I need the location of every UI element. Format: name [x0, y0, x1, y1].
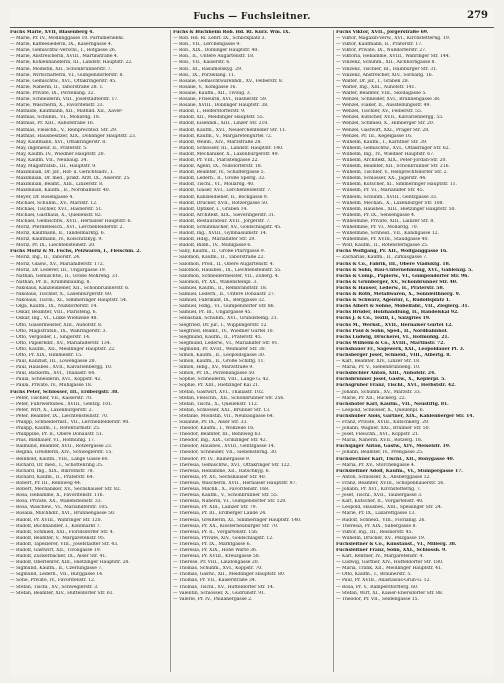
directory-entry: — Theresia, Milchh., X., Favoritenstr. 168.	[173, 487, 270, 493]
directory-entry: — Wenzel, Tischler, XV., Felberstr. 55.	[336, 109, 423, 115]
directory-entry: Fuchsjäger Anton, Gastw., XIV., Meiselstr. 19.	[336, 444, 451, 450]
directory-entry: Fuchs Peter, Schlosser, III., Erdbergstr. 38.	[10, 389, 119, 395]
directory-entry: — Maximilian, Beamt., XIII., Linzerstr. 8.	[10, 182, 104, 188]
directory-entry: — Siegmund, Kaufm., II., Praterstr. 45.	[173, 334, 262, 340]
directory-entry: — Rudolf, Kanzleidiener, II., Bockgasse 9.	[173, 194, 269, 200]
directory-entry: — Rosa, Pr. V., Ramperstorfferg. 60.	[336, 584, 419, 590]
directory-entry: — Samuel, Kaufm., II., Rembrandtstr. 18.	[173, 285, 268, 291]
directory-entry: — Rudolf, Gastwirt, XII., Tivoligasse 19.	[10, 547, 102, 553]
directory-entry: Fuchsberger Josef, Schneid., VIII., Albertg. 8.	[336, 352, 451, 358]
directory-entry: — Viktor, Private, IX., Nußdorferstr. 27.	[336, 48, 427, 54]
directory-entry: — Theresia, Pr. II., Vorgartenstr. 156.	[173, 529, 259, 535]
directory-entry: — Samuel, Pr. III., Ungargasse 45.	[173, 310, 252, 316]
directory-entry: — Samuel, Hdlg., VI., Gumpendorfer Str. 86.	[173, 304, 275, 310]
directory-entry: — Salomon, Prod., II., Obere Augartenstr. 4.	[173, 261, 275, 267]
directory-entry: Fuchs J. & Co., Textil, I., Salzgries 19.	[336, 316, 431, 322]
header-rule	[10, 27, 494, 28]
directory-entry: — Sigmund, Lederh., VII., Burggasse 14.	[10, 572, 104, 578]
directory-entry: — Rosa, Private, XX., Wallensteinstr. 33.	[10, 499, 102, 505]
column-right	[336, 30, 494, 674]
directory-entry: — Maria, Trafik, XII., Meidlinger Hauptstr. 41.	[336, 566, 443, 572]
directory-entry: — Sebastian, Schuhm., XVI., Grundsteing. 21.	[173, 316, 279, 322]
directory-entry: — Rosalie, Gemischtwarenhdl., XV., Felberstr. 8.	[173, 78, 284, 84]
directory-entry: — Rudolf, Weinh., XIV., Märzstraße 28.	[173, 139, 262, 145]
directory-entry: — Michael, Gasthaus, X., Quellenstr. 82.	[10, 212, 102, 218]
directory-entry: — Rudolf, Bildh., IV., Mühlgasse 6.	[173, 243, 252, 249]
directory-entry: — Anton, Schlosser, X., Absberggasse 12.	[336, 474, 431, 480]
directory-entry: — Moriz, Dr. Lederer, III., Ungargasse 19.	[10, 267, 107, 273]
directory-entry: — Marie, Modistin, XII., Schönbrunnerstr. 7.	[10, 66, 112, 72]
directory-entry: Fuchshofer Karl, Kaufm., VII., Neustiftg. 81.	[336, 401, 449, 407]
directory-entry: — Wilhelmine, Schneid., VII., Kandlgasse 12.	[336, 231, 439, 237]
directory-entry: — Reinhold, Kaufm., VIII., Lange Gasse 60.	[10, 456, 109, 462]
directory-entry: — Moriz, Kaufmann, IV., Kolschitzkyg. 9.	[10, 237, 103, 243]
directory-entry: — Sophie, Schneiderin, VIII., Lange G. 42.	[173, 377, 270, 383]
directory-entry: — Simon, Kaufm., II., Leopoldsgasse 30.	[173, 352, 266, 358]
directory-entry: — Karl, Rentner, IV., Margaretenstr. 4.	[336, 554, 424, 560]
directory-entry: — Wilhelm, Schlosser, XX., Jägerstr. 44.	[336, 176, 427, 182]
directory-entry: — Vinzenz, Anstreicher, XIV., Sorbaitg. 16.	[336, 72, 433, 78]
directory-entry: — Richard, Kaufm., II., Praterstr. 64.	[10, 474, 94, 480]
directory-entry: — Maria, Näherin, XVII., Rötzerg. 18.	[336, 438, 423, 444]
directory-entry: — Marie, Kaffeesiederin, IX., Kaserngasse 4.	[10, 42, 113, 48]
directory-entry: — Peter, Tischler, VII., Kaiserstr. 70.	[10, 395, 93, 401]
directory-entry: — Wenzel, Schneider, XVI., Brunnengasse 38.	[336, 97, 441, 103]
directory-entry: — Rob. Hd. Ri. Lehrf. IX., Schlickplatz 3.	[173, 36, 266, 42]
directory-entry: — Walter, Beamter, VIII., Skodagasse 5.	[336, 90, 427, 96]
directory-entry: Fuchshuber Alois, Gärtner, XIX., Kahlenberger Str. 14.	[336, 413, 474, 419]
directory-entry: — Wenzel, Fiaker, II., Ausstellungsstr. 49.	[336, 103, 431, 109]
directory-entry: — Wilhelm, Beamter, XII., Schönbrunner Str. 216.	[336, 164, 450, 170]
directory-entry: — Theresia, Pr. IX., Marktgasse 6.	[173, 541, 251, 547]
directory-entry: — Valerie, Pr. IV., Paulanergasse 2.	[173, 596, 253, 602]
directory-entry: — Theresia, Pr. XVIII., Kreuzgasse 58.	[173, 554, 261, 560]
directory-entry: — Mathilde, Kaufmann, XII., Mathild. XII., Xaver-	[10, 109, 123, 115]
directory-entry: — Wilhelm, Ing., IV., Wiedner Hauptstr. 67.	[336, 151, 435, 157]
directory-entry: — Samuel, Fabrikant, IX., Berggasse 32.	[173, 298, 266, 304]
directory-entry: Fuchslechner Karl, Tischl., XII., Bonygasse 40.	[336, 456, 455, 462]
directory-entry: — Viktor, Magazin-Verw., XVI., Kirchstetterng. 19.	[336, 36, 451, 42]
directory-entry: — Wilhelm, Schuhm., XVIII., Gentzgasse 33.	[336, 194, 438, 200]
directory-entry: — Moriz, Ing., II., Taborstr. 24.	[10, 255, 81, 261]
directory-entry: — Sigmund, Kaufm., II., Czerningasse 7.	[10, 566, 103, 572]
directory-entry: — Thomas, Pr. VII., Kaiserstraße 34.	[173, 578, 257, 584]
page-header	[10, 8, 494, 28]
directory-entry: — Rudolf, Tischl., VI., Mollardg. 40.	[173, 182, 255, 188]
directory-entry: — Josef, Fleischh., XVI., Koppstr. 21.	[336, 432, 420, 438]
directory-entry: — Regina, Greißlerin, XIV., Schweglerstr. 15.	[10, 450, 113, 456]
directory-entry: — Rudolf, Schlosser, III., Landstr. Hauptstr. 140.	[173, 145, 284, 151]
directory-entry: Fuchs Brüder, Holzhandlung, II., Handelskai 92.	[336, 310, 459, 316]
directory-entry: — Rudolf, Oberlehrer, XIII., Hietzinger Hauptstr. 28.	[10, 560, 130, 566]
directory-entry: — Vinzenz, Tischler, III., Hainburger Str. 31.	[336, 66, 438, 72]
directory-entry: Fuchsbrunner Josef, Gastw., X., Keplerpl. 5.	[336, 377, 446, 383]
directory-entry: Fuchs M., Werkst., XVII., Hernalser Gürtel 12.	[336, 322, 453, 328]
directory-entry: — Peter, Beamter, IX., Liechtensteinstr. 70.	[10, 413, 109, 419]
directory-entry: — Theresia, Private, XIV., Goldschlagstr. 12.	[173, 535, 274, 541]
directory-entry: — Oskar, Beamter, VIII., Piaristeng. 6.	[10, 310, 97, 316]
directory-entry: Fuchs & Grünberger, XV., Schönbrunner Str. 40.	[336, 279, 458, 285]
directory-entry: — Marie, Kohlenhändlerin, III., Landstr. Hauptstr. 22.	[10, 60, 133, 66]
directory-entry: — Marie, Anstreicherin, XVIII., Martinstraße 4.	[10, 54, 119, 60]
directory-entry: — Philipp, Schneidermst., VII., Lerchenfelderstr. 90.	[10, 420, 130, 425]
directory-entry: — Otto, Vergolder, I., Singerstr. 14.	[10, 334, 91, 340]
directory-entry: — Johann, Schuhm., XV., Märzstr. 33.	[336, 389, 422, 395]
directory-entry: — Karl, Beamter, XIV., Linzer Str. 18.	[336, 359, 421, 365]
directory-entry: — Stefan, Tischl., XV., Schweglerstr. 3.	[10, 584, 99, 590]
directory-entry: — Siegmund, Lederw., VI., Mariahilfer Str. 91.	[173, 340, 279, 346]
running-head: Fuchs — Fuchsleitner.	[193, 12, 311, 22]
directory-page	[10, 8, 494, 676]
directory-entry: — Mathias, Fleischh., V., Reinprechtsd. Str. 29.	[10, 127, 118, 133]
directory-entry: — Theresia, Pr. XIX., Silbergasse 8.	[336, 523, 417, 529]
directory-entry: — Rudolf, Schmied, XXI., Floridsdorfer Str. 4.	[10, 529, 114, 535]
directory-entry: — Mathias, Hausbesitzer, XIX., Döblinger Hauptstr. 23.	[10, 133, 137, 139]
directory-entry: — Stefan, Beamter, XIV., Hütteldorfer Str. 61.	[10, 590, 114, 596]
directory-entry: — Stefan, Tischl., X., Quellenstr. 112.	[173, 401, 259, 407]
directory-entry: — Wilhelm, Hausbes., XIII., Hietzinger Hauptstr. 50.	[336, 206, 456, 212]
directory-entry: — May, ingenieur, II., Praterstr. 5.	[10, 145, 88, 151]
directory-entry: — Sophie, Pr. XIII., Hietzinger Kai 21.	[173, 383, 260, 389]
directory-entry: — Rudolf, Architekt, XIX., Sieveringerstr. 31.	[173, 212, 276, 218]
directory-entry: — Wilhelm, Drucker, XV., Pelzgasse 19.	[336, 535, 426, 541]
directory-entry: Fuchs & Buchheim Rob. Hd. Ri. Kurz. Wm. IX.	[173, 30, 291, 35]
directory-entry: — Zacharias, Kaufm., II., Zirkusgasse 7.	[336, 255, 428, 261]
directory-entry: — Philipp, Kaufm., I., Rotenturmstr. 25.	[10, 426, 101, 432]
directory-entry: — Maximilian, Dr. jur., Hof- u. Gerichtsadv., I.	[10, 170, 114, 176]
directory-entry: — Richard, Ing., XIX., Billrothstr. 78.	[10, 468, 94, 474]
directory-entry: — Walter, Dr. jur., I., Graben 28.	[336, 78, 409, 84]
directory-entry: Fuchs & Hauser, Lederw., II., Praterstr. 58.	[336, 285, 445, 291]
directory-entry: — Wilhelm, Kaufm., I., Kärntner Str. 39.	[336, 139, 428, 145]
directory-entry: — Rudolf, Pr. VIII., Piaristengasse 22.	[173, 157, 259, 163]
directory-entry: — Mathias, Schuhm., VI., Mollardg. 18.	[10, 115, 101, 121]
directory-entry: Fuchs Viktor, XVII., Jörgerstraße 69.	[336, 30, 429, 35]
directory-entry: — Rudolf, I., Helferstorferstr. 9.	[173, 109, 246, 115]
directory-entry: — Theodor, Pr. VII., Seidengasse 15.	[336, 596, 419, 602]
directory-entry: — Nikolaus, Tischler, X., Laxenburgerstr. 60.	[10, 292, 113, 298]
directory-entry: — Vinzenz, Schuhm., XII., Aichhorngasse 8.	[336, 60, 436, 66]
directory-entry: — Rudolf, Schuhmacher, XV., Goldschlagstr. 45.	[173, 225, 282, 230]
directory-entry: — Moriz, Pferdefleisch., XVI., Lerchenfelderstr. 2.	[10, 225, 124, 230]
directory-entry: — May, Kaufm. IV., Wiedner Hauptstr. 20.	[10, 151, 105, 157]
directory-entry: — Rudolf, Glaser, XVI., Lerchenfelderstr. 7.	[173, 188, 272, 194]
directory-entry: Fuchs & Comp., Papierw., VI., Gumpendorfer Str. 96.	[336, 273, 469, 279]
directory-entry: — Viktoria, Hebamme, XVIII., Währinger Str. 144.	[336, 54, 451, 60]
directory-entry: — May, Magistratsb., III., Hauptstr. 9.	[10, 164, 97, 170]
directory-entry: — Stefan, Fleischh., XII., Schönbrunner Str. 256.	[173, 395, 285, 401]
directory-entry: — Viktor, Ing., III., Reisnerstr. 45.	[336, 529, 413, 535]
directory-entry: — Wilhelmine, Pr. VI., Mollardg. 70.	[336, 225, 419, 230]
directory-entry: — Marie, Pr. IV., Mödlinggasse 10. Parfumeriebhl.	[10, 36, 125, 42]
directory-entry: — Theresia, Hebamme, XII., Ratschkyg. 6.	[173, 468, 270, 474]
directory-entry: — Rob., XIX., Döblinger Hauptstr. 40.	[173, 48, 259, 54]
column-divider	[333, 30, 334, 672]
directory-entry: — Rosalie, XVIII., Döblinger Hauptstr. 38.	[173, 103, 269, 109]
directory-entry: — Rudolf, Eisenhdl., XIII., Linzer Str. 210.	[173, 121, 269, 127]
directory-entry: — May, Kaufmann, XVI., Ottakringerstr. 8.	[10, 139, 107, 145]
directory-entry: — Otto, Kaufm., I., Bräunerstr. 5.	[336, 572, 412, 578]
directory-entry: — Nikolaus, Tischl., XI., Simmeringer Hauptstr. 54.	[10, 298, 128, 304]
directory-entry: — Simon, Hdlg., XV., Märzstraße 9.	[173, 365, 254, 371]
directory-entry: — Marie, Wirtschafterin, VI., Gumpendorferstr. 8.	[10, 72, 124, 78]
directory-entry: — Rudolf, Kaufm., V., Margaretengürtel 72.	[173, 133, 273, 139]
directory-entry: — Paul, Kanzlist, III., Löwengasse 28.	[10, 359, 96, 365]
directory-entry: — Wilhelmine, Private, XIII., Lainzer Str. 8.	[336, 218, 435, 224]
directory-entry: — Theodor, Schneider, VII., Siebensterng. 30.	[173, 450, 278, 456]
directory-entry: — Rudolf, Kaufm., XVI., Neulerchenfelder Str. 11.	[173, 127, 287, 133]
directory-entry: — Thomas, Gastw., XII., Meidlinger Hauptstr. 80.	[173, 572, 286, 578]
directory-entry: — Marie, Wäscherin, X., Favoritenstr. 33.	[10, 103, 104, 109]
directory-entry: — Otto, Papierhdlr., XV., Mariahilferstr. 134.	[10, 340, 111, 346]
directory-entry: — Wolf, Kaufm., II., Rotensterngasse 25.	[336, 243, 429, 249]
directory-entry: — Rudolf, Hdlg., Mariahilfer Str. 29.	[173, 237, 256, 243]
directory-entry: — Theresia, Kaufm., V., Schönbrunner Str. 55.	[173, 493, 279, 499]
directory-entry: — Maximilian, Dr. med., prakt. Arzt, IX., Alserstr. 25.	[10, 176, 131, 182]
directory-entry: — Viktor, Kaufmann, II., Praterstr. 17.	[336, 42, 423, 48]
directory-entry: — Thomas, Tischl., XV., Hütteldorfer Str. 14.	[173, 584, 275, 590]
directory-entry: — Michael, Tischler, XVI., Hasnerstr. 51.	[10, 206, 103, 212]
directory-entry: — Otto, Glasermeister, XIII., Auhofstr. 8.	[10, 322, 103, 328]
directory-entry: — Wilhelmine, Pr. XVIII., Staudgasse 40.	[336, 237, 429, 243]
page-number: 279	[467, 10, 488, 21]
directory-entry: — Siegfried, Dr. jur., I., Wipplingerstr. 12.	[173, 322, 268, 328]
directory-entry: — Stefan, Wirt, XI., Kaiser-Ebersdorfer Str. 88.	[336, 590, 444, 596]
directory-entry: — Paula, Schneiderin, XVI., Koppstr. 42.	[10, 377, 102, 383]
directory-entry: — Simon, Pr. IX., Porzellangasse 50.	[173, 371, 256, 377]
directory-entry: — Josef, Tischl., XVII., Taubergasse 3.	[336, 493, 423, 499]
directory-entry: — Robert, Mechaniker, XV., Sechshauser Str. 82.	[10, 487, 122, 493]
directory-entry: — Theodor, Kaufm., I., Wollzeile 16.	[173, 426, 255, 432]
directory-entry: Fuchsgruber Franz, Tischl., XVI., Herbststr. 42.	[336, 383, 456, 389]
directory-entry: — Richard, Dr. med., I., Schottenring 35.	[10, 462, 104, 468]
directory-entry: — Moriz, Pr. IX., Liechtensteinstr. 20.	[10, 243, 96, 249]
directory-entry: Fuchsleitner Franz, Sohn, XXI., Schlossh. 9.	[336, 547, 447, 553]
directory-entry: — Sally, Kaufm., II., Große Pfarrgasse 9.	[173, 249, 266, 255]
directory-entry: Fuchs & Co., Fabrik, III., Obere Viaduktg. 18.	[336, 261, 451, 267]
directory-entry: — Maria, Pr. XV., Storchengasse 4.	[336, 462, 416, 468]
directory-entry: — Meyer, Dr. Rosengasse 4.	[10, 194, 74, 200]
directory-entry: — Rudolf, Mechaniker, X., Laxenburgerstr. 49.	[173, 151, 279, 157]
directory-entry: — Rudolf, Schneid., VIII., Florianig. 26.	[336, 517, 426, 523]
directory-entry: — Raimund, Beamter, XVII., Rötzergasse 23.	[10, 444, 113, 450]
directory-entry: — Rudolf, Buchhändler, I., Kohlmarkt 7.	[10, 523, 101, 529]
directory-entry: — Theodor, Ing., XIX., Grinzinger Str. 42.	[173, 438, 267, 444]
directory-entry: — Rudolf, Restaurateur, XVII., Jörgerstr. 7.	[173, 218, 271, 224]
directory-entry: — Rosa, Hebamme, X., Favoritenstr. 116.	[10, 493, 104, 499]
directory-entry: — Theresia, Gemischtw., XVI., Ottakringer Str. 122.	[173, 462, 291, 468]
directory-entry: Fuchs & Sohn, Bau-Unternehmung, XVI., Gablenzg. 5.	[336, 267, 473, 273]
directory-entry: — Samuel, Lederh., II., Untere Donaustr. 27.	[173, 292, 276, 298]
directory-entry: — Stefan, Schlosser, XXI., Brünner Str. 13.	[173, 407, 271, 413]
directory-entry: — Rudolf, XII., Meidlinger Hauptstr. 55.	[173, 115, 265, 121]
directory-entry: — Moriz, Kaufmann, II., Tandelmarktg. 6.	[10, 231, 105, 237]
directory-entry: — Otto, Kaufm., XII., Meidlinger Hauptstr. 22.	[10, 346, 116, 352]
directory-entry: Fuchs Wilhelm & Co., XVIII., Martinstr. 72.	[336, 340, 445, 346]
directory-entry: — Pius, Bildhauer, VI., Hofmühlg. 17.	[10, 438, 96, 444]
directory-entry: Fuchsleitner Adolf, Kaufm., VI., Stumpergasse 17.	[336, 468, 463, 474]
directory-entry: — Salomon, Hausbes., IX., Liechtensteinstr. 55.	[173, 267, 282, 273]
directory-entry: Fuchsleitner & Co., Kunstanst., VI., Millerg. 38.	[336, 541, 457, 547]
directory-entry: — Marie, Schneiderin, VIII., Josefstädterstr. 17.	[10, 97, 119, 103]
directory-entry: Fuchs Albert & Söhne, Möbelfabr., VII., Zieglerg. 31.	[336, 304, 470, 310]
directory-entry: — Theresia, Pr. XIX., Hohe Warte 36.	[173, 547, 258, 553]
directory-entry: — Rudolf, Optiker, I., Graben 14.	[173, 206, 248, 212]
directory-entry: — Robert, Pr. III., Rennweg 44.	[10, 480, 82, 486]
directory-entry: — Theresia, Pr. XIII., Lainzer Str. 79.	[173, 505, 257, 511]
directory-entry: — Oskar, Ing., VI., Linke Wienzeile 48.	[10, 316, 98, 322]
directory-entry: — Paul, Pr. XVIII., Anastasius-Grün-G. 12.	[336, 578, 431, 584]
directory-entry: — Theodor, Hausbes., XVIII., Gentzgasse 14.	[173, 444, 276, 450]
directory-entry: — Karl, Kutscher, II., Vorgartenstr. 40.	[336, 499, 424, 505]
directory-entry: — Moriz, Glasw., XV., Mariahilferstr. 172.	[10, 261, 104, 267]
directory-entry: — Theresia, Greißlerin, XI., Simmeringer Hauptstr. 140.	[173, 517, 302, 523]
directory-entry: — Salomon, Kaufm., II., Taborstraße 22.	[173, 255, 265, 261]
directory-entry: — Rudolf, Agent, IX., Nußdorferstr. 18.	[173, 164, 263, 170]
directory-entry: — Wilhelm, Mechan., X., Laxenburger Str. 108.	[336, 200, 444, 206]
directory-entry: — Rob., VII., Kaiserstr. 6.	[173, 60, 231, 66]
directory-entry: — Rudolf, Beamter, V., Margaretenstr. 95.	[10, 535, 106, 541]
directory-entry: — Paul, Bäckerm., XVI., Thaliastr. 64.	[10, 371, 96, 377]
directory-entry: — Rosalia, Milchhdlr., XVI., Brunnengasse 50.	[10, 511, 116, 517]
directory-entry: — Maria, Pr. V., Siebenbrunneng. 10.	[336, 365, 421, 371]
directory-entry: — Peter, Fuhrwerksbes., XVIII., Gentzg. 101.	[10, 401, 113, 407]
directory-entry: — May, Kaufm. VII., Neubaug. 34.	[10, 157, 88, 163]
directory-entry: — Marie, Näherin, II., Taborstraße 28. T.	[10, 84, 104, 90]
directory-entry: — Franz, Beamter, XVIII., Schopenhauerstr. 56.	[336, 480, 445, 486]
directory-entry: — Rudolf, Drucker, XVII., Rötzergasse 50.	[173, 200, 269, 206]
directory-entry: — Susanne, Pr. IX., Alser Str. 33.	[173, 420, 248, 425]
directory-entry: — Theodor, Beamter, III., Rennweg 63.	[173, 432, 262, 438]
directory-entry: — Rob., II., Untere Augartenstr. 18.	[173, 54, 255, 60]
directory-entry: — Simon, Kaufm., II., Große Schiffg. 11.	[173, 359, 265, 365]
directory-entry: — Nikolaus, Kanzleidiener, XII., Schönbrunnerstr. 6.	[10, 285, 130, 291]
directory-entry: Fuchs & Schwarz, Agentur, I., Rudolfsplatz 1.	[336, 298, 451, 304]
directory-entry: — Siegfried, Beamt., IV., Wiedner Gürtel 10.	[173, 328, 274, 334]
directory-entry: — Theresia, Pr. XX., Klosterneuburger Str. 70.	[173, 523, 279, 529]
directory-entry: — Nathan, Pr. II., Krummbaumg. 8.	[10, 279, 91, 285]
directory-entry: — Wilhelm, Architekt, XIX., Peter-Jordan-Str. 20.	[336, 157, 447, 163]
directory-entry: — Leopold, Schlosser, X., Quellenpl. 6.	[336, 407, 425, 413]
directory-entry: — Wenzel, Pr. III., Kegelgasse 16.	[336, 133, 413, 139]
directory-entry: — Otto, Pr. XIX., Himmelstr. 15.	[10, 352, 83, 358]
directory-entry: — Rudolf, Tapezierer, VIII., Josefstädter Str. 43.	[10, 541, 119, 547]
directory-entry: — Wilhelm, Tischler, V., Reinprechtsdorfer Str. 2.	[336, 170, 448, 176]
directory-entry: — Leopold, Hausbes., XIII., Speisinger Str. 24.	[336, 505, 443, 511]
directory-entry: — Marie, Pr. XII., Ruckerg. 22.	[336, 395, 407, 401]
directory-entry: — Stefanie, Modistin, VII., Neubaugasse 64.	[173, 413, 275, 419]
directory-entry: — Rosalie, V., Kohlgasse 16.	[173, 84, 237, 90]
directory-entry: — Wenzel, Schmied, X., Himberger Str. 20.	[336, 121, 435, 127]
directory-entry: — Rob., VII., Lerchengasse 9.	[173, 42, 241, 48]
directory-entry: Fuchs Marie, XVII, Blasenberg 4.	[10, 30, 94, 35]
directory-entry: — Nathan, Gemischtw., II., Große Mohreng. 31.	[10, 273, 120, 279]
directory-entry: — Sigmund, Pr. XVIII., Weimarer Str. 30.	[173, 346, 266, 352]
directory-entry: — Wilhelm, Pr. IX., Sensengasse 4.	[336, 212, 416, 218]
directory-entry: — Rosalie, Kaufm., XII., Tivolig. 3.	[173, 90, 252, 96]
directory-entry: — Michael, Gemischtw., XVII., Hernalser Hauptstr. 6.	[10, 218, 132, 224]
directory-entry: — Rosalie, Friseurin, XVI., Hasnerstr. 59.	[173, 97, 268, 103]
directory-entry: — Theresia, Näherin, VI., Gumpendorfer Str. 120.	[173, 499, 287, 505]
directory-entry: — Therese, Pr. VIII., Laudongasse 20.	[173, 560, 259, 566]
directory-entry: — Marie, Gemischtw., XVI., Ottakringerstr. 45.	[10, 78, 117, 84]
directory-entry: — Rudolf, Beamter, IV., Schäffergasse 5.	[173, 170, 265, 176]
directory-entry: — Olga, Kaufm., IX., Nußdorferstr. 14.	[10, 304, 98, 310]
directory-entry: — Salomon, Schneidermeister, VII., Zollerg. 4.	[173, 273, 280, 279]
column-middle	[173, 30, 331, 674]
directory-entry: — Rosa, Wäschew., VI., Mariahilferstr. 105.	[10, 505, 109, 511]
directory-entry: — Wilhelm, Gemischtw., XVI., Ottakringer Str. 62.	[336, 145, 450, 151]
directory-entry: — Valentin, Schlosser, X., Gudrunstr. 91.	[173, 590, 266, 596]
directory-entry: — Rudolf, Pr. XVIII., Währinger Str. 120.	[10, 517, 102, 523]
directory-entry: — Paula, Private, IV., Mühlgasse 18.	[10, 383, 93, 389]
directory-entry: — Theresia, Wäscherin, XVII., Hernalser Hauptstr. 87.	[173, 480, 297, 486]
directory-entry: Fuchs & Roth, Metallwaren, X., Sonnleithnerg. 9.	[336, 292, 461, 298]
directory-entry: — Thomas, Schuhm., XVI., Koppstr. 70.	[173, 566, 263, 572]
directory-entry: — Rudolf, Lederh., II., Große Sperlg. 32.	[173, 176, 266, 182]
directory-entry: — Johann, Wagner, XXI., Brünner Str. 50.	[336, 426, 430, 432]
directory-entry: — Marie, Private, IX., Porzellang. 32.	[10, 90, 95, 96]
directory-entry: — Rudolf, Ing., XVIII., Gymnasiumstr. 14.	[173, 231, 268, 237]
directory-entry: Fuchs Ludwig, Druckerei, VI., Hofmühlg. 21.	[336, 334, 450, 340]
directory-entry: — Franz, Private, XVIII., Kutschkerg. 29.	[336, 420, 430, 425]
directory-entry: Fuchs Moriz & M. Fuchs, Pelzwaren, I., Fleischm. 2.	[10, 249, 141, 255]
entry-columns	[10, 30, 494, 674]
directory-entry: Fuchs Wolfgang, Pr. XII., Wolfganggasse 16.	[336, 249, 448, 255]
directory-entry: — Rob., III., Rasumofskyg. 29.	[173, 66, 243, 72]
directory-entry: Fuchsbauer Fr., Sägewerk, XXI., Leopoldauer Pl. 3.	[336, 346, 465, 352]
directory-entry: — Wilhelm, Kutscher, XI., Simmeringer Hauptstr. 11.	[336, 182, 457, 188]
directory-entry: Fuchsbichler Anton, XIII., Auhofstr. 24.	[336, 371, 436, 377]
column-left	[10, 30, 168, 674]
directory-entry: — Johann, Pr. XVI., Kirchstetterng. 7.	[336, 487, 422, 493]
directory-entry: — Stefan, Gastwirt, XVI., Thaliastr. 102.	[173, 389, 265, 395]
directory-entry: — Marie, Gemischtw.-Verschl., I., Rotgasse 26.	[10, 48, 117, 54]
directory-entry: — Philippine, Pr. II., Obere Donaustr. 51.	[10, 432, 104, 438]
directory-entry: — Sofie, Private, IV., Favoritenstr. 12.	[10, 578, 96, 584]
directory-entry: — Theresia, Pr. XV., Sechshauser Str. 40.	[173, 474, 267, 480]
directory-entry: — Wenzel, Gastwirt, XXI., Prager Str. 28.	[336, 127, 430, 133]
column-divider	[170, 30, 171, 672]
directory-entry: Fuchs Paul & Sohn, Sped., II., Nordbahnhof.	[336, 328, 448, 334]
directory-entry: — Rudolf, Zuckerbäcker, IX., Alser Str. 41.	[10, 554, 107, 560]
directory-entry: — Walter, Ing., XIII., Auhofstr. 141.	[336, 84, 416, 90]
directory-entry: — Theodor, Pr. IV., Rainergasse 9.	[173, 456, 251, 462]
directory-entry: — Otto, Magistratsb., IX., Währingerstr. 3.	[10, 328, 107, 334]
directory-entry: — Maximilian, Kaufm., II., Nordbahnstr. 40.	[10, 188, 111, 194]
directory-entry: — Ludwig, Gärtner, XIV., Hütteldorfer Str. 180.	[336, 560, 444, 566]
directory-entry: — Wenzel, Kutscher, XVII., Kalvarienbergg. 55.	[336, 115, 444, 121]
directory-entry: — Johann, Beamter, IV., Preßgasse 25.	[336, 450, 424, 456]
directory-entry: — Paul, Hausbes., XVII., Kalvarienbergg. 10.	[10, 365, 113, 371]
directory-entry: — Salomon, Pr. XX., Wallensteinpl. 3.	[173, 279, 258, 285]
directory-entry: — Wilhelm, Pr. VI., Mariahilfer Str. 45.	[336, 188, 424, 194]
directory-entry: — Marie, Pr. IX., Lazarettgasse 13.	[336, 511, 416, 517]
directory-entry: — Rob., IX., Porzellang. 11.	[173, 72, 236, 78]
directory-entry: — Theresia, Pr. III., Erdberger Lände 24.	[173, 511, 267, 517]
directory-entry: — Michael, Schuhm., XV., Märzstr. 12.	[10, 200, 98, 206]
directory-entry: — Mathias, Pr. XIII., Auhofstraße 16.	[10, 121, 95, 127]
directory-entry: — Peter, Wirt, X., Laxenburgerstr. 2.	[10, 407, 93, 413]
